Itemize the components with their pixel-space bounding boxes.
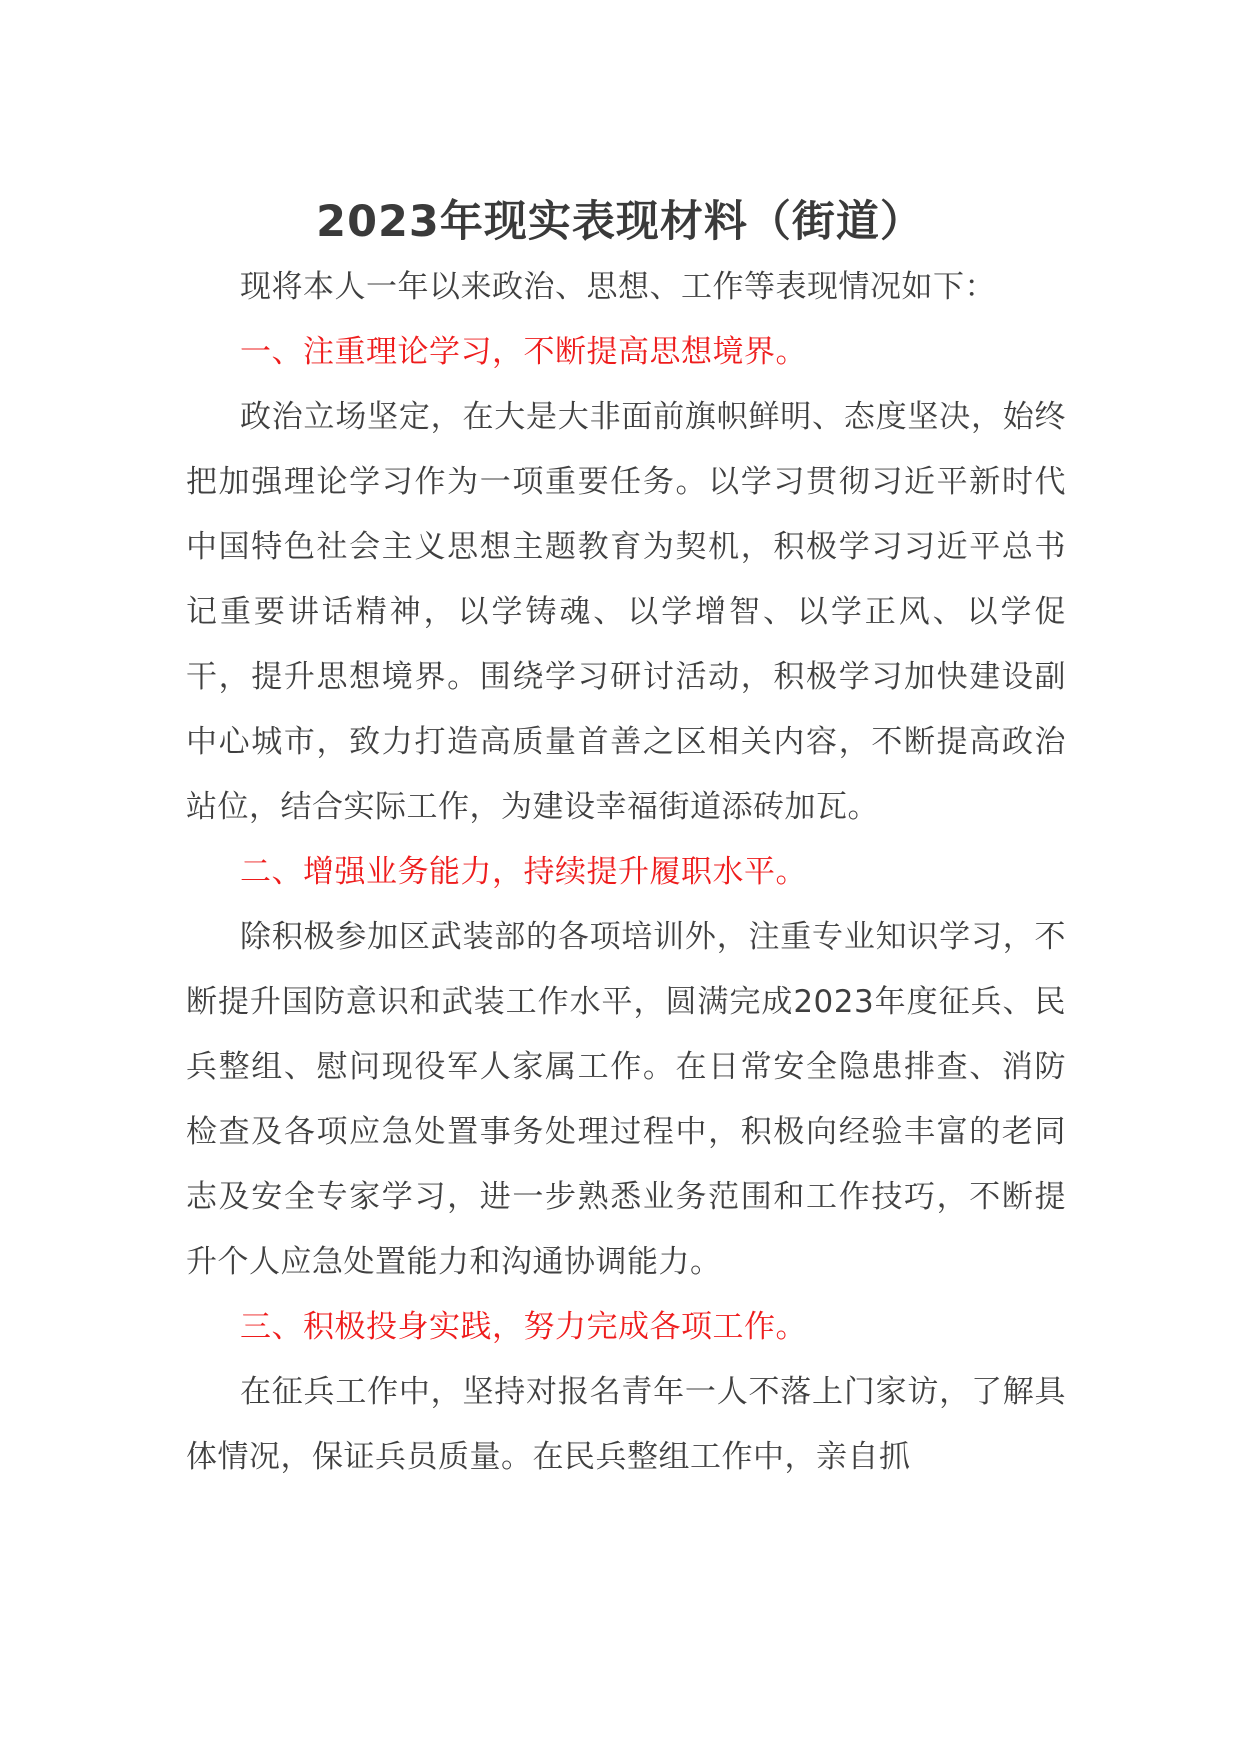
section-3-paragraph: 在征兵工作中，坚持对报名青年一人不落上门家访，了解具体情况，保证兵员质量。在民兵整组工作中，亲自抓 — [186, 1374, 1066, 1475]
document-body — [186, 255, 1066, 1490]
section-heading-3: 三、积极投身实践，努力完成各项工作。 — [240, 1309, 807, 1345]
intro-paragraph: 现将本人一年以来政治、思想、工作等表现情况如下： — [240, 269, 996, 305]
section-heading-1: 一、注重理论学习，不断提高思想境界。 — [240, 334, 807, 370]
document-title: 2023年现实表现材料（街道） — [316, 197, 924, 247]
section-heading-2: 二、增强业务能力，持续提升履职水平。 — [240, 854, 807, 890]
section-1-paragraph: 政治立场坚定，在大是大非面前旗帜鲜明、态度坚决，始终把加强理论学习作为一项重要任务。以学习贯彻习近平新时代中国特色社会主义思想主题教育为契机，积极学习习近平总书记重要讲话精神，以学铸魂、以学增智、以学正风、以学促干，提升思想境界。围绕学习研讨活动，积极学习加快建设副中心城市，致力打造高质量首善之区相关内容，不断提高政治站位，结合实际工作，为建设幸福街道添砖加瓦。 — [186, 399, 1066, 825]
section-2-paragraph: 除积极参加区武装部的各项培训外，注重专业知识学习，不断提升国防意识和武装工作水平，圆满完成2023年度征兵、民兵整组、慰问现役军人家属工作。在日常安全隐患排查、消防检查及各项应急处置事务处理过程中，积极向经验丰富的老同志及安全专家学习，进一步熟悉业务范围和工作技巧，不断提升个人应急处置能力和沟通协调能力。 — [186, 919, 1066, 1280]
